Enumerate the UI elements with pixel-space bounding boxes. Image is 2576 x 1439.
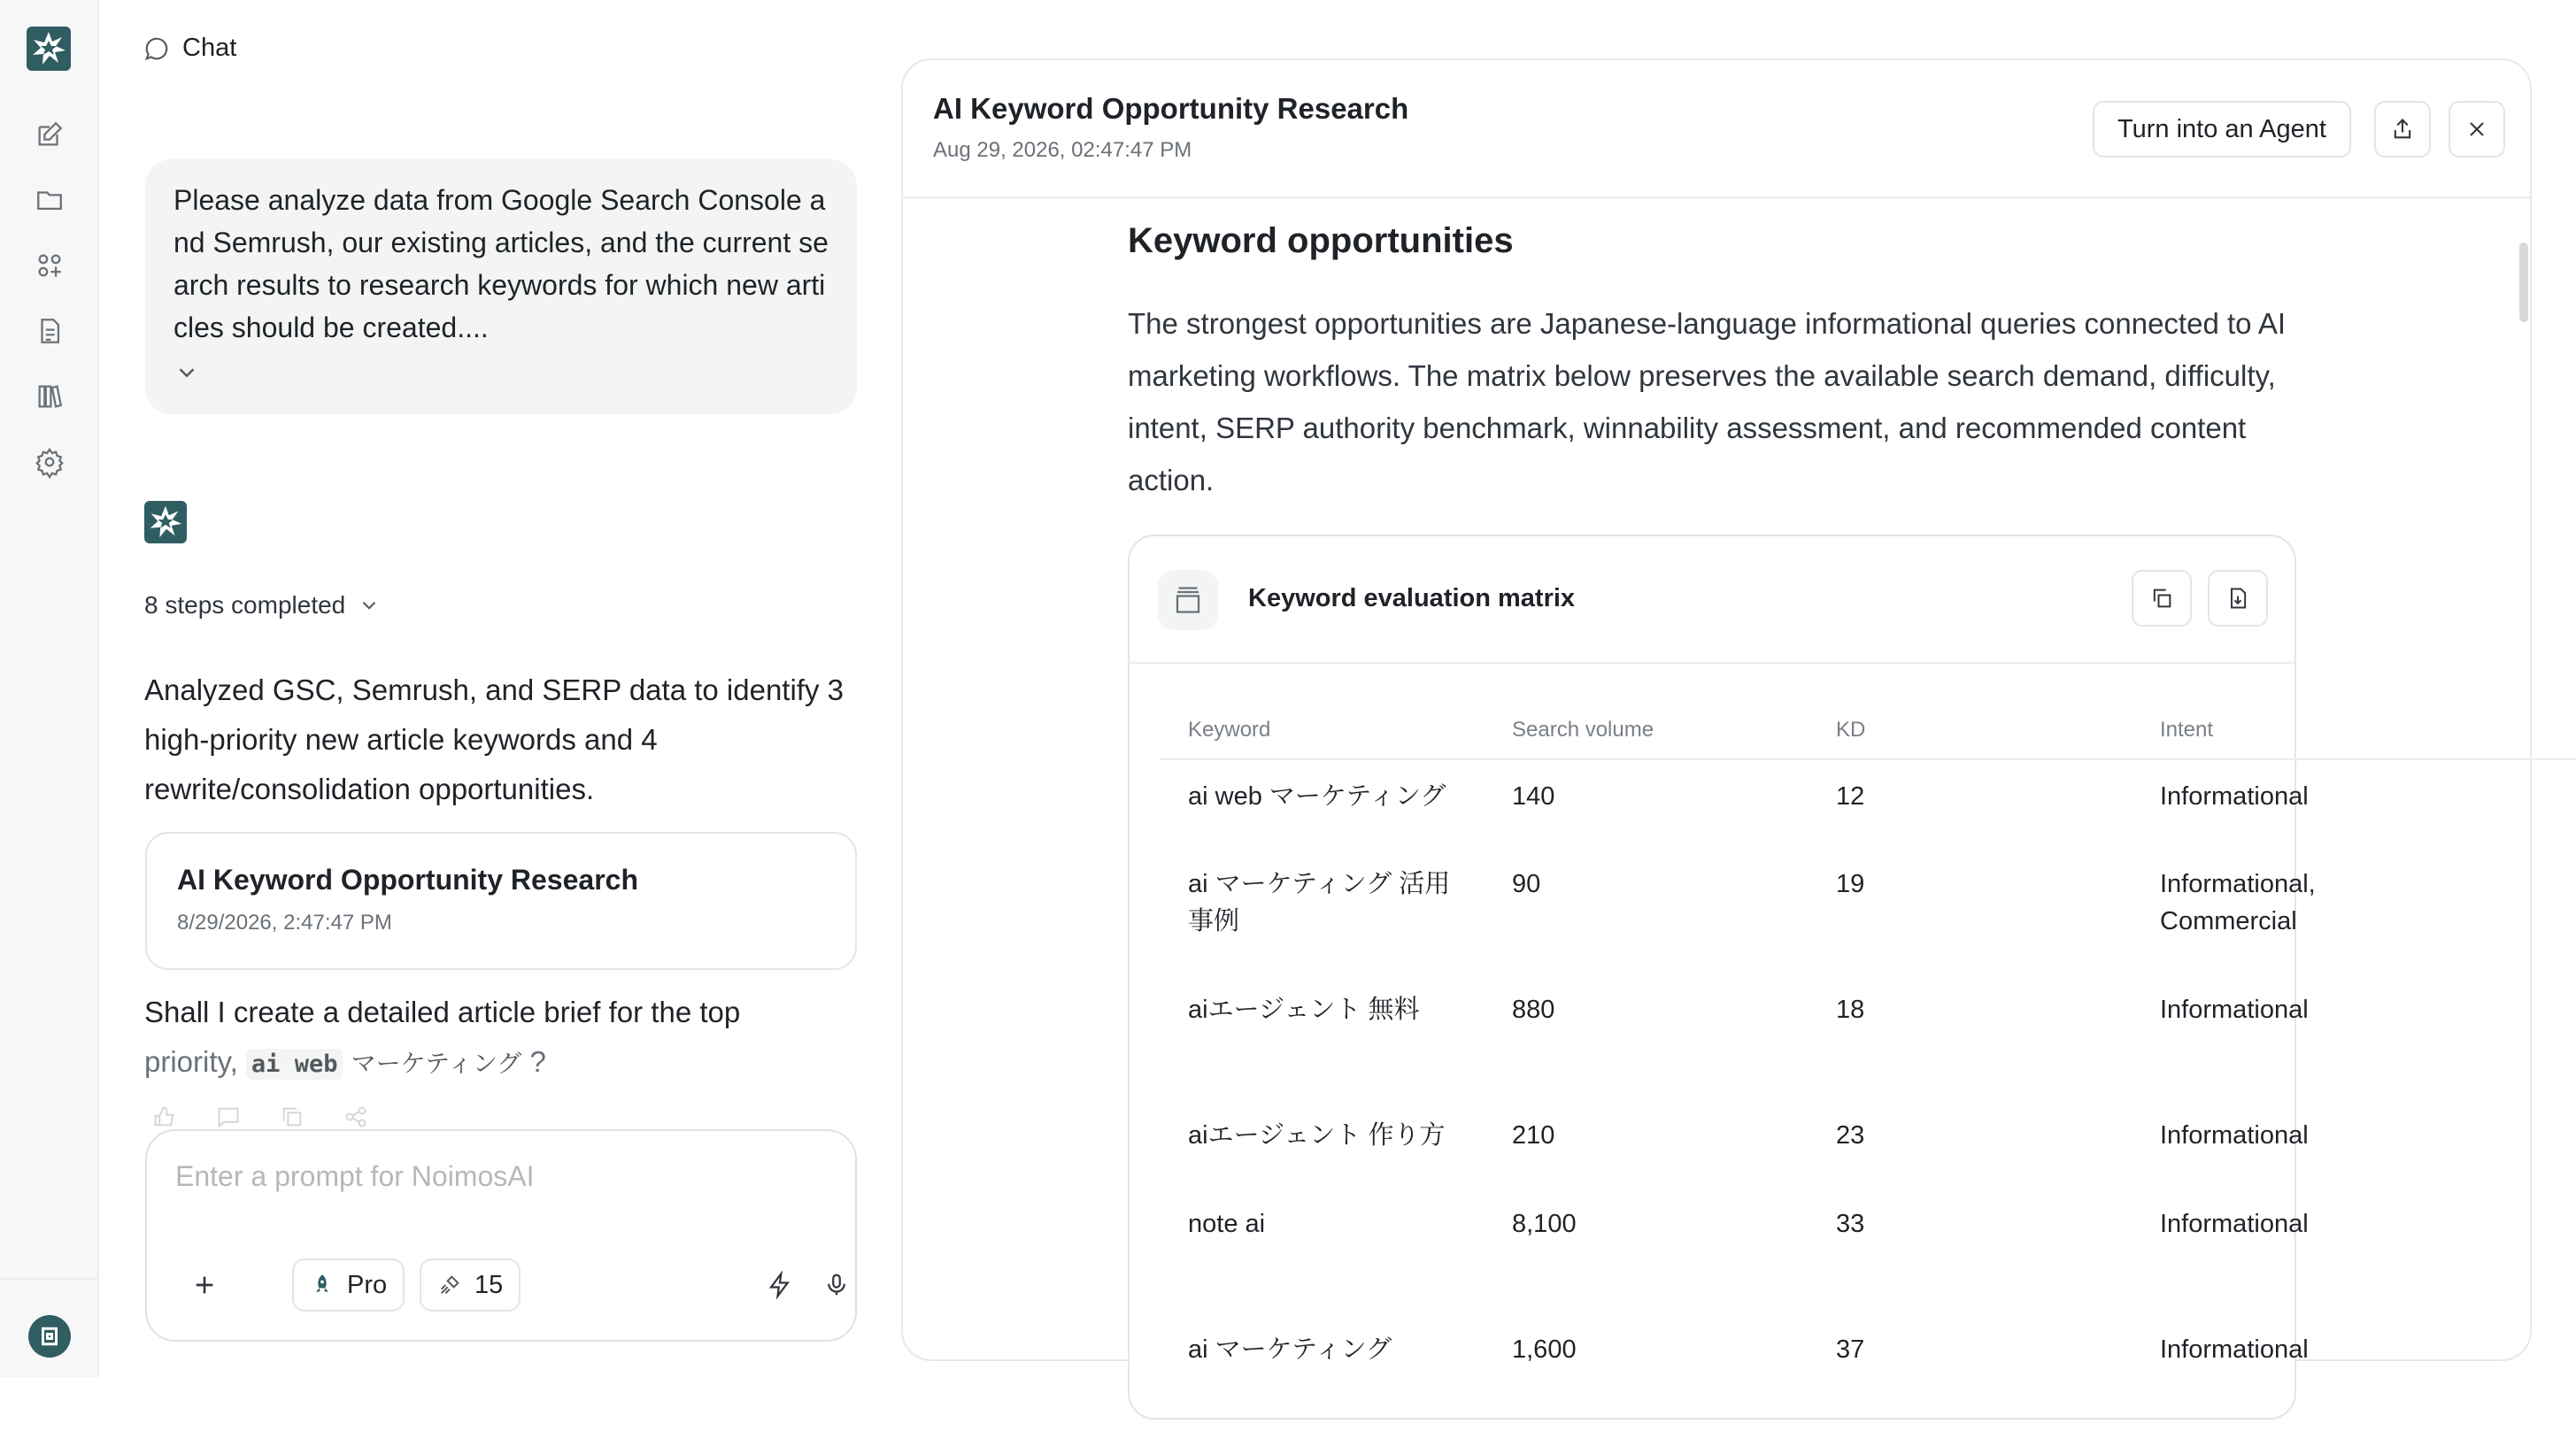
matrix-title: Keyword evaluation matrix: [1248, 584, 1576, 612]
chevron-down-icon: [174, 359, 200, 386]
message-actions: [152, 1104, 368, 1129]
gear-icon: [35, 447, 65, 477]
cell-keyword: note ai: [1188, 1210, 1266, 1238]
steps-label: 8 steps completed: [144, 591, 346, 619]
column-header-keyword[interactable]: Keyword: [1160, 664, 1484, 759]
user-message-text: Please analyze data from Google Search Console and Semrush, our existing articles, and the current search results to research keywords for which new articles should be created....: [174, 184, 829, 343]
cell-volume: 140: [1512, 782, 1555, 811]
matrix-header: [1130, 536, 2294, 664]
report-title: AI Keyword Opportunity Research: [933, 92, 1409, 125]
assistant-summary: Analyzed GSC, Semrush, and SERP data to identify 3 high-priority new article keywords and 4 rewrite/consolidation opportunities.: [144, 673, 844, 805]
cell-volume: 90: [1512, 870, 1541, 898]
apps-button[interactable]: [30, 246, 69, 285]
cell-intent: Informational: [2160, 996, 2309, 1024]
settings-button[interactable]: [30, 442, 69, 481]
report-panel: [901, 58, 2532, 1364]
quick-action-button[interactable]: [758, 1258, 802, 1312]
question-code: ai web: [246, 1049, 343, 1080]
report-card[interactable]: [145, 832, 857, 970]
cell-volume: 880: [1512, 996, 1555, 1024]
cell-kd: 18: [1836, 996, 1865, 1024]
file-download-icon: [2225, 586, 2250, 611]
thumbs-up-icon[interactable]: [152, 1104, 177, 1129]
credits-button[interactable]: [420, 1258, 521, 1312]
share-icon[interactable]: [343, 1104, 368, 1129]
cell-kd: 23: [1836, 1121, 1865, 1150]
rocket-icon: [310, 1273, 335, 1297]
library-button[interactable]: [30, 377, 69, 416]
app-logo[interactable]: [27, 27, 71, 71]
assistant-avatar: [144, 501, 187, 543]
section-title: Keyword opportunities: [1128, 221, 1514, 260]
voice-input-button[interactable]: [814, 1258, 859, 1312]
keyword-matrix-card: [1128, 535, 2316, 1420]
matrix-icon: [1158, 570, 1218, 630]
matrix-table-viewport[interactable]: [1160, 664, 2316, 1425]
new-chat-button[interactable]: [30, 115, 69, 154]
table-stack-icon: [1172, 584, 1204, 616]
documents-button[interactable]: [30, 312, 69, 350]
report-card-date: 8/29/2026, 2:47:47 PM: [177, 911, 392, 935]
cell-kd: 33: [1836, 1210, 1865, 1238]
attach-button[interactable]: [182, 1258, 227, 1312]
cell-keyword: ai web マーケティング: [1188, 782, 1446, 811]
section-body: The strongest opportunities are Japanese-language informational queries connected to AI marketing workflows. The matrix below preserves the available search demand, difficulty, intent, SERP authority benchmark, winnability assessment, and recommended content action.: [1128, 307, 2287, 496]
question-suffix: ?: [529, 1045, 546, 1078]
cell-intent: Informational: [2160, 1121, 2309, 1150]
question-line-2: [144, 1037, 852, 1089]
table-row: [1160, 759, 2576, 848]
chat-header-label: Chat: [182, 34, 237, 62]
report-card-title: AI Keyword Opportunity Research: [177, 864, 638, 896]
model-selector[interactable]: [292, 1258, 405, 1312]
panel-scrollbar[interactable]: [2519, 242, 2528, 322]
edit-icon: [35, 119, 65, 150]
turn-into-agent-button[interactable]: Turn into an Agent: [2093, 101, 2351, 158]
column-header-kd[interactable]: KD: [1808, 664, 2132, 759]
chat-header: [143, 34, 236, 63]
cell-intent: Informational, Commercial: [2160, 870, 2316, 935]
keyword-table: [1160, 664, 2576, 1439]
cell-volume: 1,600: [1512, 1335, 1577, 1364]
chat-bubble-icon: [143, 35, 170, 62]
column-header-search-volume[interactable]: Search volume: [1484, 664, 1808, 759]
copy-table-button[interactable]: [2132, 570, 2192, 627]
question-jp: マーケティング: [351, 1050, 522, 1077]
folder-icon: [35, 185, 65, 215]
table-row: [1160, 973, 2576, 1099]
copy-icon[interactable]: [280, 1104, 305, 1129]
cell-keyword: aiエージェント 無料: [1188, 996, 1420, 1024]
user-avatar[interactable]: [28, 1315, 71, 1358]
cell-keyword: ai マーケティング 活用 事例: [1188, 870, 1451, 935]
apps-grid-icon: [35, 250, 65, 281]
projects-button[interactable]: [30, 181, 69, 219]
copy-icon: [2149, 586, 2174, 611]
report-panel-header: [903, 60, 2530, 198]
cell-kd: 37: [1836, 1335, 1865, 1364]
cell-volume: 210: [1512, 1121, 1555, 1150]
question-line-1: Shall I create a detailed article brief for the top: [144, 996, 741, 1028]
cell-volume: 8,100: [1512, 1210, 1577, 1238]
question-prefix: priority,: [144, 1045, 238, 1078]
table-row: [1160, 1099, 2576, 1188]
cell-keyword: aiエージェント 作り方: [1188, 1121, 1446, 1150]
table-row: [1160, 1188, 2576, 1313]
share-button[interactable]: [2374, 101, 2431, 158]
chevron-down-icon: [358, 594, 381, 617]
report-date: Aug 29, 2026, 02:47:47 PM: [933, 138, 1192, 162]
cell-keyword: ai マーケティング: [1188, 1335, 1392, 1364]
upload-share-icon: [2390, 117, 2415, 142]
credits-count: 15: [474, 1270, 504, 1299]
cell-intent: Informational: [2160, 782, 2309, 811]
close-icon: [2464, 117, 2489, 142]
starburst-logo-icon: [144, 501, 187, 543]
cell-intent: Informational: [2160, 1210, 2309, 1238]
plus-icon: [190, 1271, 219, 1299]
column-header-intent[interactable]: Intent: [2132, 664, 2576, 759]
library-icon: [35, 381, 65, 412]
profile-badge-icon: [36, 1323, 63, 1350]
expand-message-button[interactable]: [174, 359, 200, 390]
lightning-icon: [767, 1272, 793, 1298]
chat-column: [99, 0, 894, 1377]
document-icon: [35, 316, 65, 346]
prompt-input[interactable]: [175, 1154, 830, 1198]
starburst-logo-icon: [27, 27, 71, 71]
cell-intent: Informational: [2160, 1335, 2309, 1364]
rail-divider: [0, 1278, 99, 1280]
microphone-icon: [823, 1272, 850, 1298]
close-panel-button[interactable]: [2449, 101, 2505, 158]
download-table-button[interactable]: [2208, 570, 2268, 627]
prompt-composer: [145, 1129, 857, 1342]
assistant-question: [144, 988, 852, 1089]
user-message-bubble: [145, 159, 857, 414]
table-row: [1160, 1313, 2576, 1439]
comment-icon[interactable]: [216, 1104, 241, 1129]
cell-kd: 19: [1836, 870, 1865, 898]
cell-kd: 12: [1836, 782, 1865, 811]
left-rail: [0, 0, 99, 1377]
table-row: [1160, 848, 2576, 973]
connector-icon: [437, 1273, 462, 1297]
model-label: Pro: [347, 1270, 388, 1299]
steps-toggle[interactable]: [144, 591, 381, 619]
table-header-row: [1160, 664, 2576, 759]
